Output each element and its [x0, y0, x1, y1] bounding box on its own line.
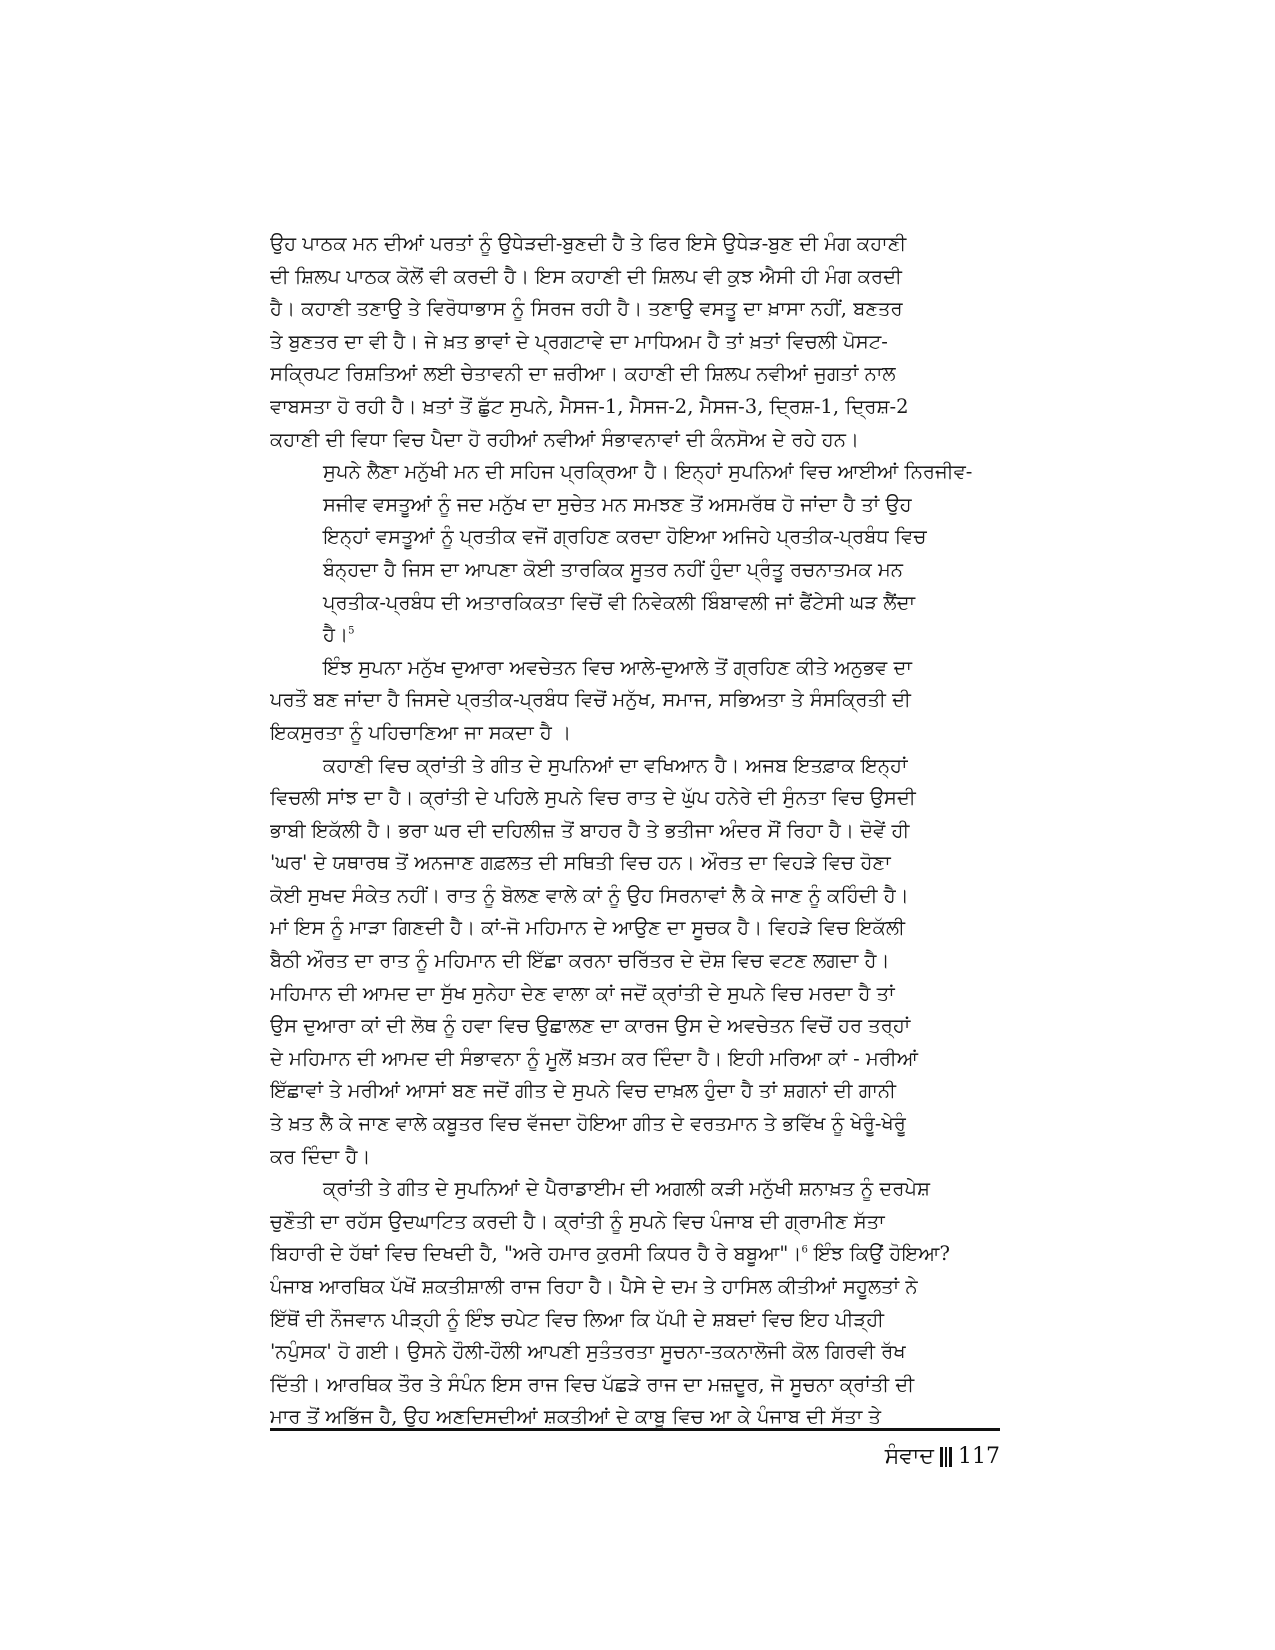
text-line: ਪਰਤੌ ਬਣ ਜਾਂਦਾ ਹੈ ਜਿਸਦੇ ਪ੍ਰਤੀਕ-ਪ੍ਰਬੰਧ ਵਿਚੋਂ ਮਨੁੱਖ, ਸਮਾਜ, ਸਭਿਅਤਾ ਤੇ ਸੰਸਕ੍ਰਿਤੀ ਦੀ: [270, 688, 911, 712]
text-line: ਉਹ ਪਾਠਕ ਮਨ ਦੀਆਂ ਪਰਤਾਂ ਨੂੰ ਉਧੇੜਦੀ-ਬੁਣਦੀ ਹੈ ਤੇ ਫਿਰ ਇਸੇ ਉਧੇੜ-ਬੁਣ ਦੀ ਮੰਗ ਕਹਾਣੀ: [270, 232, 907, 255]
text-line: ਦਿੱਤੀ। ਆਰਥਿਕ ਤੌਰ ਤੇ ਸੰਪੰਨ ਇਸ ਰਾਜ ਵਿਚ ਪੱਛੜੇ ਰਾਜ ਦਾ ਮਜ਼ਦੂਰ, ਜੋ ਸੂਚਨਾ ਕ੍ਰਾਂਤੀ ਦੀ: [270, 1372, 915, 1396]
footer-divider: [270, 1428, 1000, 1431]
text-line: ਇਕਸੁਰਤਾ ਨੂੰ ਪਹਿਚਾਣਿਆ ਜਾ ਸਕਦਾ ਹੈ ।: [270, 720, 572, 744]
text-fragment: ਇੰਝ ਕਿਉਂ ਹੋਇਆ?: [807, 1242, 950, 1266]
text-line: ਚੁਣੌਤੀ ਦਾ ਰਹੱਸ ਉਦਘਾਟਿਤ ਕਰਦੀ ਹੈ। ਕ੍ਰਾਂਤੀ ਨੂੰ ਸੁਪਨੇ ਵਿਚ ਪੰਜਾਬ ਦੀ ਗ੍ਰਾਮੀਣ ਸੱਤਾ: [270, 1209, 885, 1233]
text-line: ਸਕ੍ਰਿਪਟ ਰਿਸ਼ਤਿਆਂ ਲਈ ਚੇਤਾਵਨੀ ਦਾ ਜ਼ਰੀਆ। ਕਹਾਣੀ ਦੀ ਸ਼ਿਲਪ ਨਵੀਆਂ ਜੁਗਤਾਂ ਨਾਲ: [270, 362, 896, 386]
text-line: ਕਹਾਣੀ ਵਿਚ ਕ੍ਰਾਂਤੀ ਤੇ ਗੀਤ ਦੇ ਸੁਪਨਿਆਂ ਦਾ ਵਖਿਆਨ ਹੈ। ਅਜਬ ਇਤਫ਼ਾਕ ਇਨ੍ਹਾਂ: [323, 753, 908, 777]
text-line: ਤੇ ਬੁਣਤਰ ਦਾ ਵੀ ਹੈ। ਜੇ ਖ਼ਤ ਭਾਵਾਂ ਦੇ ਪ੍ਰਗਟਾਵੇ ਦਾ ਮਾਧਿਅਮ ਹੈ ਤਾਂ ਖ਼ਤਾਂ ਵਿਚਲੀ ਪੋਸਟ-: [270, 329, 888, 353]
quote-line: ਪ੍ਰਤੀਕ-ਪ੍ਰਬੰਧ ਦੀ ਅਤਾਰਕਿਕਤਾ ਵਿਚੋਂ ਵੀ ਨਿਵੇਕਲੀ ਬਿੰਬਾਵਲੀ ਜਾਂ ਫੈਂਟੇਸੀ ਘੜ ਲੈਂਦਾ: [323, 590, 916, 614]
quote-last-text: ਹੈ।: [323, 623, 349, 647]
paragraph-1: [270, 228, 1000, 456]
text-line: ਕਰ ਦਿੰਦਾ ਹੈ।: [270, 1144, 371, 1168]
text-line: 'ਨਪੁੰਸਕ' ਹੋ ਗਈ। ਉਸਨੇ ਹੌਲੀ-ਹੌਲੀ ਆਪਣੀ ਸੁਤੰਤਰਤਾ ਸੂਚਨਾ-ਤਕਨਾਲੋਜੀ ਕੋਲ ਗਿਰਵੀ ਰੱਖ: [270, 1340, 906, 1364]
text-line: ਹੈ। ਕਹਾਣੀ ਤਣਾਉ ਤੇ ਵਿਰੋਧਾਭਾਸ ਨੂੰ ਸਿਰਜ ਰਹੀ ਹੈ। ਤਣਾਉ ਵਸਤੂ ਦਾ ਖ਼ਾਸਾ ਨਹੀਂ, ਬਣਤਰ: [270, 297, 903, 321]
text-line: ਤੇ ਖ਼ਤ ਲੈ ਕੇ ਜਾਣ ਵਾਲੇ ਕਬੂਤਰ ਵਿਚ ਵੱਜਦਾ ਹੋਇਆ ਗੀਤ ਦੇ ਵਰਤਮਾਨ ਤੇ ਭਵਿੱਖ ਨੂੰ ਖੇਰੂੰ-ਖੇਰੂੰ: [270, 1112, 906, 1136]
quote-line: ਸੁਪਨੇ ਲੈਣਾ ਮਨੁੱਖੀ ਮਨ ਦੀ ਸਹਿਜ ਪ੍ਰਕ੍ਰਿਆ ਹੈ। ਇਨ੍ਹਾਂ ਸੁਪਨਿਆਂ ਵਿਚ ਆਈਆਂ ਨਿਰਜੀਵ-: [323, 460, 973, 484]
text-line: ਵਾਬਸਤਾ ਹੋ ਰਹੀ ਹੈ। ਖ਼ਤਾਂ ਤੋਂ ਛੁੱਟ ਸੁਪਨੇ, ਮੈਸਜ-1, ਮੈਸਜ-2, ਮੈਸਜ-3, ਦ੍ਰਿਸ਼-1, ਦ੍ਰਿਸ਼-2: [270, 394, 909, 418]
text-line: ਵਿਚਲੀ ਸਾਂਝ ਦਾ ਹੈ। ਕ੍ਰਾਂਤੀ ਦੇ ਪਹਿਲੇ ਸੁਪਨੇ ਵਿਚ ਰਾਤ ਦੇ ਘੁੱਪ ਹਨੇਰੇ ਦੀ ਸੁੰਨਤਾ ਵਿਚ ਉਸਦੀ: [270, 786, 916, 810]
quote-line: ਇਨ੍ਹਾਂ ਵਸਤੂਆਂ ਨੂੰ ਪ੍ਰਤੀਕ ਵਜੋਂ ਗ੍ਰਹਿਣ ਕਰਦਾ ਹੋਇਆ ਅਜਿਹੇ ਪ੍ਰਤੀਕ-ਪ੍ਰਬੰਧ ਵਿਚ: [323, 525, 927, 549]
paragraph-4: [270, 1173, 1000, 1434]
quote-line: ਬੰਨ੍ਹਦਾ ਹੈ ਜਿਸ ਦਾ ਆਪਣਾ ਕੋਈ ਤਾਰਕਿਕ ਸੂਤਰ ਨਹੀਂ ਹੁੰਦਾ ਪ੍ਰੰਤੂ ਰਚਨਾਤਮਕ ਮਨ: [323, 557, 903, 581]
text-line: ਦੀ ਸ਼ਿਲਪ ਪਾਠਕ ਕੋਲੋਂ ਵੀ ਕਰਦੀ ਹੈ। ਇਸ ਕਹਾਣੀ ਦੀ ਸ਼ਿਲਪ ਵੀ ਕੁਝ ਐਸੀ ਹੀ ਮੰਗ ਕਰਦੀ: [270, 264, 902, 288]
text-line: ਦੇ ਮਹਿਮਾਨ ਦੀ ਆਮਦ ਦੀ ਸੰਭਾਵਨਾ ਨੂੰ ਮੂਲੋਂ ਖ਼ਤਮ ਕਰ ਦਿੰਦਾ ਹੈ। ਇਹੀ ਮਰਿਆ ਕਾਂ - ਮਰੀਆਂ: [270, 1046, 919, 1070]
text-line: ਮਾਂ ਇਸ ਨੂੰ ਮਾੜਾ ਗਿਣਦੀ ਹੈ। ਕਾਂ-ਜੋ ਮਹਿਮਾਨ ਦੇ ਆਉਣ ਦਾ ਸੂਚਕ ਹੈ। ਵਿਹੜੇ ਵਿਚ ਇਕੱਲੀ: [270, 916, 905, 940]
text-line: 'ਘਰ' ਦੇ ਯਥਾਰਥ ਤੋਂ ਅਨਜਾਣ ਗਫ਼ਲਤ ਦੀ ਸਥਿਤੀ ਵਿਚ ਹਨ। ਔਰਤ ਦਾ ਵਿਹੜੇ ਵਿਚ ਹੋਣਾ: [270, 851, 891, 875]
text-line: ਪੰਜਾਬ ਆਰਥਿਕ ਪੱਖੋਂ ਸ਼ਕਤੀਸ਼ਾਲੀ ਰਾਜ ਰਿਹਾ ਹੈ। ਪੈਸੇ ਦੇ ਦਮ ਤੇ ਹਾਸਿਲ ਕੀਤੀਆਂ ਸਹੂਲਤਾਂ ਨੇ: [270, 1275, 918, 1298]
article-body: [270, 228, 1000, 1434]
paragraph-2: [270, 652, 1000, 750]
quote-line: [270, 619, 1000, 652]
quoted-speech: ਬਿਹਾਰੀ ਦੇ ਹੱਥਾਂ ਵਿਚ ਦਿਖਦੀ ਹੈ, "ਅਰੇ ਹਮਾਰ ਕੁਰਸੀ ਕਿਧਰ ਹੈ ਰੇ ਬਬੂਆ"।: [270, 1242, 802, 1266]
text-line: ਉਸ ਦੁਆਰਾ ਕਾਂ ਦੀ ਲੋਥ ਨੂੰ ਹਵਾ ਵਿਚ ਉਛਾਲਣ ਦਾ ਕਾਰਜ ਉਸ ਦੇ ਅਵਚੇਤਨ ਵਿਚੋਂ ਹਰ ਤਰ੍ਹਾਂ: [270, 1014, 911, 1038]
text-line: ਮਹਿਮਾਨ ਦੀ ਆਮਦ ਦਾ ਸੁੱਖ ਸੁਨੇਹਾ ਦੇਣ ਵਾਲਾ ਕਾਂ ਜਦੋਂ ਕ੍ਰਾਂਤੀ ਦੇ ਸੁਪਨੇ ਵਿਚ ਮਰਦਾ ਹੈ ਤਾਂ: [270, 981, 895, 1005]
text-line: ਇੰਝ ਸੁਪਨਾ ਮਨੁੱਖ ਦੁਆਰਾ ਅਵਚੇਤਨ ਵਿਚ ਆਲੇ-ਦੁਆਲੇ ਤੋਂ ਗ੍ਰਹਿਣ ਕੀਤੇ ਅਨੁਭਵ ਦਾ: [323, 655, 912, 679]
text-line: ਭਾਬੀ ਇਕੱਲੀ ਹੈ। ਭਰਾ ਘਰ ਦੀ ਦਹਿਲੀਜ਼ ਤੋਂ ਬਾਹਰ ਹੈ ਤੇ ਭਤੀਜਾ ਅੰਦਰ ਸੌਂ ਰਿਹਾ ਹੈ। ਦੋਵੇਂ ਹੀ: [270, 818, 910, 842]
journal-name: ਸੰਵਾਦ: [884, 1444, 934, 1469]
quote-line: ਸਜੀਵ ਵਸਤੂਆਂ ਨੂੰ ਜਦ ਮਨੁੱਖ ਦਾ ਸੁਚੇਤ ਮਨ ਸਮਝਣ ਤੋਂ ਅਸਮਰੱਥ ਹੋ ਜਾਂਦਾ ਹੈ ਤਾਂ ਉਹ: [323, 492, 912, 516]
paragraph-3: [270, 750, 1000, 1174]
text-line: ਕੋਈ ਸੁਖਦ ਸੰਕੇਤ ਨਹੀਂ। ਰਾਤ ਨੂੰ ਬੋਲਣ ਵਾਲੇ ਕਾਂ ਨੂੰ ਉਹ ਸਿਰਨਾਵਾਂ ਲੈ ਕੇ ਜਾਣ ਨੂੰ ਕਹਿੰਦੀ ਹੈ।: [270, 883, 909, 907]
block-quote: [270, 456, 1000, 652]
text-line: ਕ੍ਰਾਂਤੀ ਤੇ ਗੀਤ ਦੇ ਸੁਪਨਿਆਂ ਦੇ ਪੈਰਾਡਾਈਮ ਦੀ ਅਗਲੀ ਕੜੀ ਮਨੁੱਖੀ ਸ਼ਨਾਖ਼ਤ ਨੂੰ ਦਰਪੇਸ਼: [323, 1177, 930, 1201]
text-line: ਬੈਠੀ ਔਰਤ ਦਾ ਰਾਤ ਨੂੰ ਮਹਿਮਾਨ ਦੀ ਇੱਛਾ ਕਰਨਾ ਚਰਿੱਤਰ ਦੇ ਦੋਸ਼ ਵਿਚ ਵਟਣ ਲਗਦਾ ਹੈ।: [270, 949, 890, 973]
page-number: 117: [958, 1444, 1000, 1469]
footnote-marker: 6: [801, 1244, 808, 1256]
text-line: ਮਾਰ ਤੋਂ ਅਭਿੱਜ ਹੈ, ਉਹ ਅਣਦਿਸਦੀਆਂ ਸ਼ਕਤੀਆਂ ਦੇ ਕਾਬੂ ਵਿਚ ਆ ਕੇ ਪੰਜਾਬ ਦੀ ਸੱਤਾ ਤੇ: [270, 1405, 881, 1429]
text-line: ਕਹਾਣੀ ਦੀ ਵਿਧਾ ਵਿਚ ਪੈਦਾ ਹੋ ਰਹੀਆਂ ਨਵੀਆਂ ਸੰਭਾਵਨਾਵਾਂ ਦੀ ਕੰਨਸੋਅ ਦੇ ਰਹੇ ਹਨ।: [270, 427, 860, 451]
text-line: ਇੱਛਾਵਾਂ ਤੇ ਮਰੀਆਂ ਆਸਾਂ ਬਣ ਜਦੋਂ ਗੀਤ ਦੇ ਸੁਪਨੇ ਵਿਚ ਦਾਖ਼ਲ ਹੁੰਦਾ ਹੈ ਤਾਂ ਸ਼ਗਨਾਂ ਦੀ ਗਾਨੀ: [270, 1079, 896, 1103]
separator-bars-icon: [940, 1447, 952, 1467]
text-line: [270, 1238, 1000, 1271]
page-footer: [885, 1442, 1000, 1472]
text-line: ਇੱਥੋਂ ਦੀ ਨੌਜਵਾਨ ਪੀੜ੍ਹੀ ਨੂੰ ਇੰਝ ਚਪੇਟ ਵਿਚ ਲਿਆ ਕਿ ਪੱਪੀ ਦੇ ਸ਼ਬਦਾਂ ਵਿਚ ਇਹ ਪੀੜ੍ਹੀ: [270, 1307, 885, 1331]
footnote-marker: 5: [348, 625, 355, 637]
